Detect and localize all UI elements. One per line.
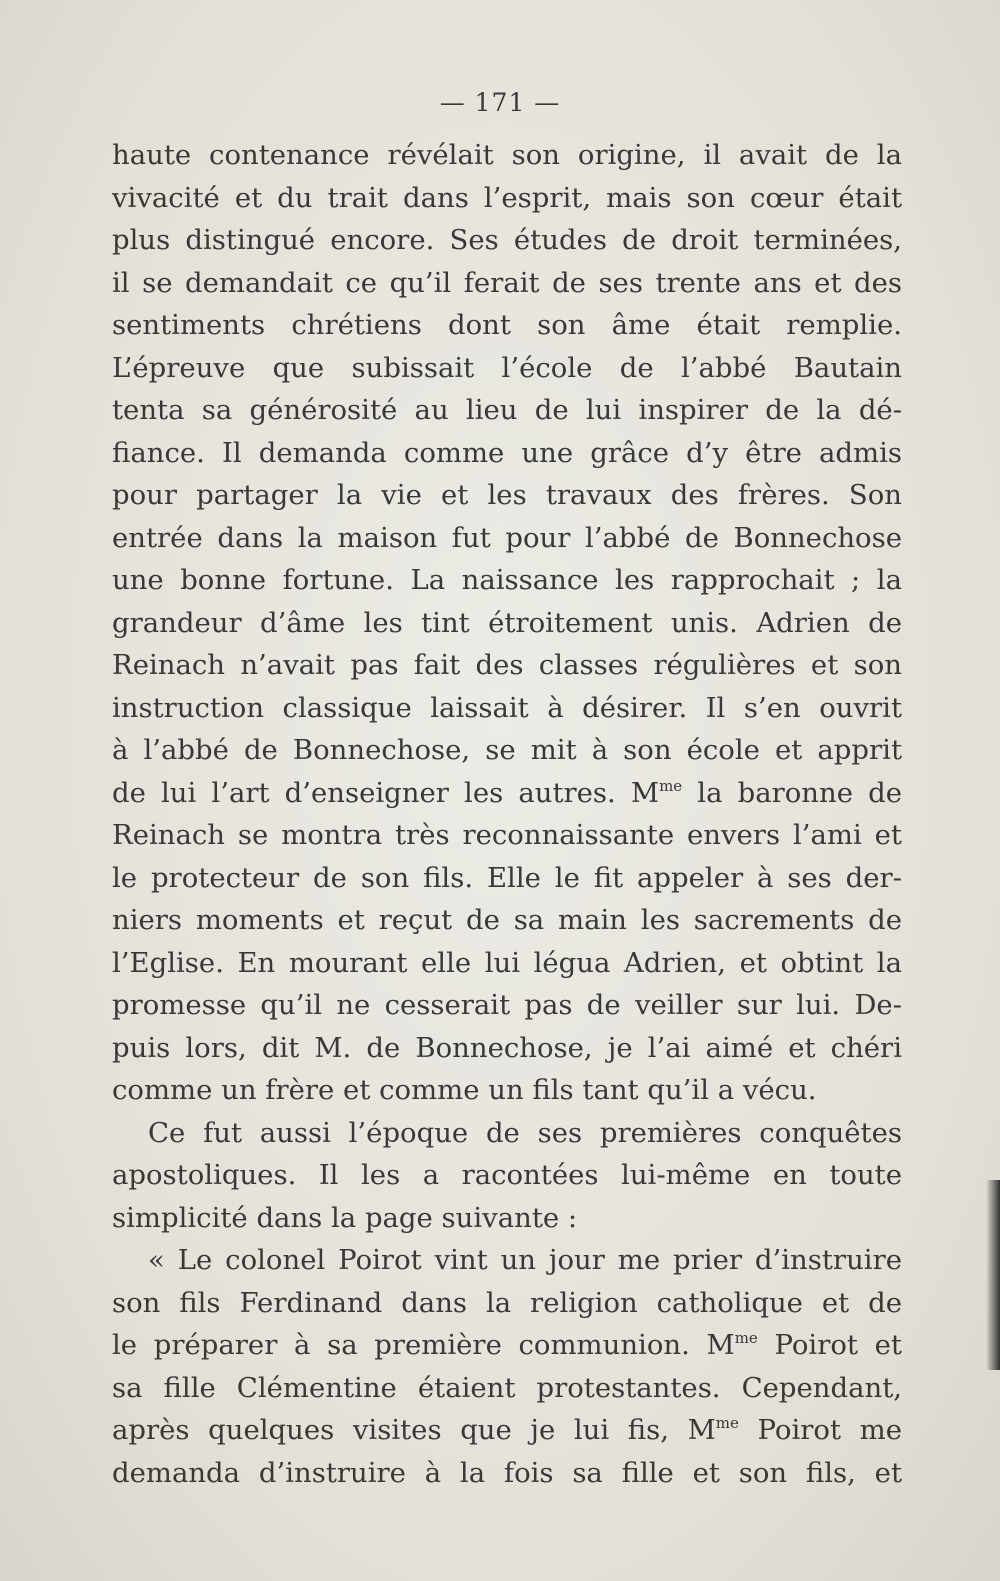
text-line: promesse qu’il ne cesserait pas de veiller sur lui. De- [112, 989, 902, 1021]
text-run: après quelques visites que je lui fis, M [112, 1414, 716, 1446]
text-run: Poirot me [738, 1414, 903, 1446]
superscript: me [659, 776, 683, 795]
text-line: demanda d’instruire à la fois sa fille et son fils, et [112, 1456, 902, 1489]
text-line: à l’abbé de Bonnechose, se mit à son école et apprit [112, 734, 902, 766]
text-line: instruction classique laissait à désirer. Il s’en ouvrit [112, 691, 902, 724]
page-number: — 171 — [439, 88, 561, 117]
text-line: grandeur d’âme les tint étroitement unis. Adrien de [112, 606, 902, 639]
text-run: la baronne de [682, 776, 902, 809]
text-line: Ce fut aussi l’époque de ses premières conquêtes [148, 1116, 902, 1149]
text-line: Reinach se montra très reconnaissante envers l’ami et [112, 819, 902, 851]
text-line: le protecteur de son fils. Elle le fit appeler à ses der- [112, 861, 902, 894]
text-line: fiance. Il demanda comme une grâce d’y être admis [112, 436, 902, 469]
body-text [112, 134, 902, 1494]
text-line: une bonne fortune. La naissance les rapprochait ; la [112, 564, 902, 596]
text-line: tenta sa générosité au lieu de lui inspirer de la dé- [112, 394, 902, 426]
text-line: simplicité dans la page suivante : [112, 1201, 578, 1234]
text-line [112, 1409, 902, 1452]
text-line [112, 772, 902, 815]
text-line: son fils Ferdinand dans la religion catholique et de [112, 1286, 902, 1319]
text-line: vivacité et du trait dans l’esprit, mais son cœur était [112, 181, 902, 214]
text-line: niers moments et reçut de sa main les sacrements de [112, 904, 902, 936]
text-line: entrée dans la maison fut pour l’abbé de Bonnechose [112, 521, 902, 554]
text-run: de lui l’art d’enseigner les autres. M [112, 776, 660, 809]
text-run: Poirot et [757, 1329, 902, 1361]
page-edge-shadow [986, 1180, 1000, 1370]
text-line: L’épreuve que subissait l’école de l’abbé Bautain [112, 351, 902, 384]
text-line: Reinach n’avait pas fait des classes régulières et son [112, 649, 902, 681]
text-line: sa fille Clémentine étaient protestantes. Cependant, [112, 1371, 902, 1404]
text-line: comme un frère et comme un fils tant qu’il a vécu. [112, 1074, 817, 1106]
text-line: « Le colonel Poirot vint un jour me prier d’instruire [148, 1244, 902, 1276]
text-line [112, 1324, 902, 1367]
text-line: sentiments chrétiens dont son âme était remplie. [112, 309, 902, 341]
text-line: pour partager la vie et les travaux des frères. Son [112, 479, 902, 511]
text-line: apostoliques. Il les a racontées lui-même en toute [112, 1159, 902, 1191]
text-line: plus distingué encore. Ses études de droit terminées, [112, 224, 902, 256]
text-line: puis lors, dit M. de Bonnechose, je l’ai aimé et chéri [112, 1031, 902, 1064]
text-line: il se demandait ce qu’il ferait de ses trente ans et des [112, 266, 902, 299]
text-line: haute contenance révélait son origine, il avait de la [112, 139, 902, 171]
text-run: le préparer à sa première communion. M [112, 1329, 735, 1361]
text-line: l’Eglise. En mourant elle lui légua Adrien, et obtint la [112, 946, 902, 979]
superscript: me [734, 1329, 758, 1347]
superscript: me [715, 1414, 739, 1432]
